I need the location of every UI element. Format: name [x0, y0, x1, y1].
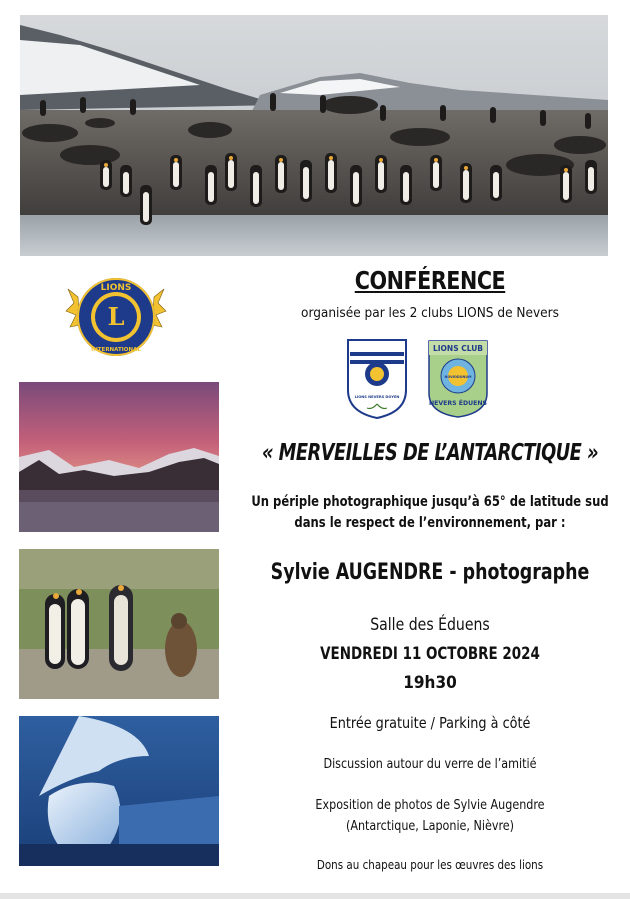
organizer-line: organisée par les 2 clubs LIONS de Nevers	[301, 305, 559, 321]
description	[246, 492, 614, 534]
photo-sunset-mountains	[19, 382, 219, 532]
lions-logo-letter: L	[107, 302, 125, 331]
donations-info: Dons au chapeau pour les œuvres des lions	[316, 857, 544, 872]
photo-iceberg	[19, 716, 219, 866]
lions-logo-ring-bottom: INTERNATIONAL	[91, 347, 141, 353]
venue: Salle des Éduens	[370, 615, 490, 635]
exhibition-line-2: (Antarctique, Laponie, Nièvre)	[345, 818, 515, 834]
event-date: VENDREDI 11 OCTOBRE 2024	[320, 644, 540, 664]
description-line-2: dans le respect de l’environnement, par :	[294, 515, 566, 531]
photo-king-penguins	[19, 549, 219, 699]
discussion-info: Discussion autour du verre de l’amitié	[323, 756, 537, 772]
speaker: Sylvie AUGENDRE - photographe	[270, 560, 590, 585]
exhibition-info	[246, 795, 614, 837]
club-eduens-shield	[427, 339, 489, 419]
club-doyen-caption: LIONS NEVERS DOYEN	[354, 395, 400, 399]
conference-title: CONFÉRENCE	[354, 266, 506, 295]
club-doyen-shield	[346, 338, 408, 420]
club-eduens-top: LIONS CLUB	[432, 344, 484, 353]
entry-info: Entrée gratuite / Parking à côté	[329, 714, 531, 732]
lions-international-logo	[64, 267, 168, 367]
bottom-divider	[0, 893, 630, 899]
exhibition-line-1: Exposition de photos de Sylvie Augendre	[315, 797, 545, 813]
lions-logo-ring-top: LIONS	[100, 283, 132, 293]
club-eduens-center: NOVIODUNUM	[444, 375, 472, 379]
event-time: 19h30	[403, 673, 457, 693]
description-line-1: Un périple photographique jusqu’à 65° de latitude sud	[251, 494, 609, 510]
event-theme: « MERVEILLES DE L’ANTARCTIQUE »	[261, 440, 599, 466]
hero-photo-penguin-colony	[20, 15, 608, 256]
club-eduens-bottom: NEVERS ÉDUENS	[428, 400, 488, 407]
